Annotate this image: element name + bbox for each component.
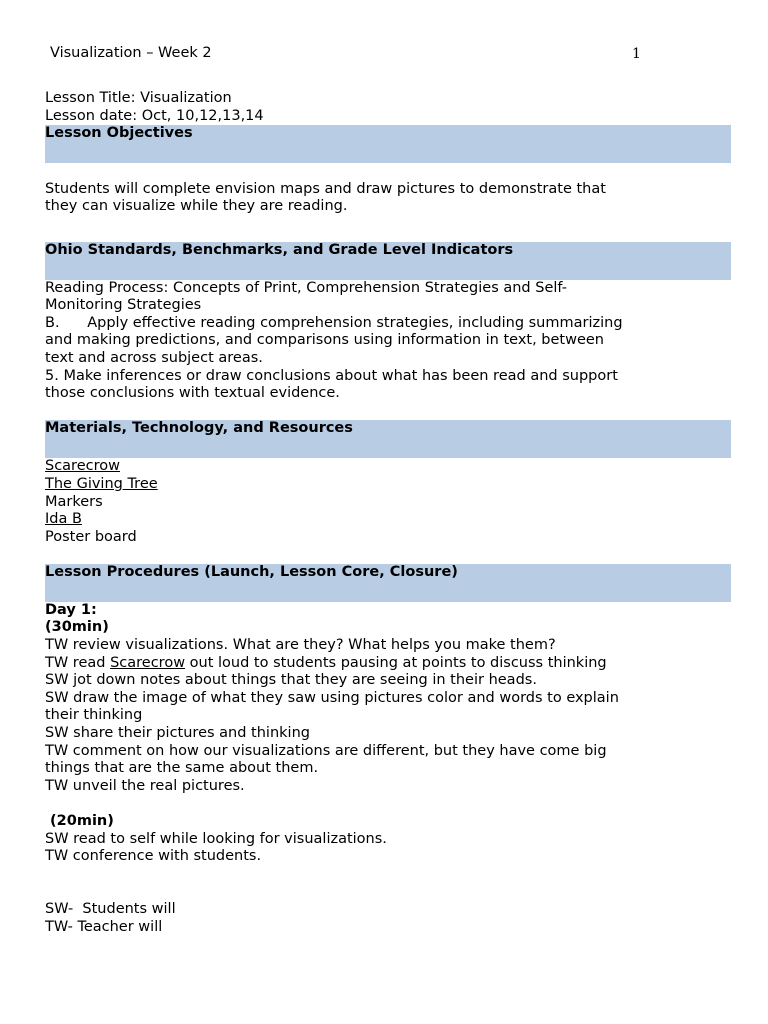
standards-line: Monitoring Strategies: [45, 297, 202, 314]
procedure-line: SW draw the image of what they saw using pictures color and words to explain: [45, 689, 619, 706]
block1-time: (30min): [45, 619, 109, 636]
objectives-line: Students will complete envision maps and draw pictures to demonstrate that: [45, 180, 606, 197]
procedure-line: SW share their pictures and thinking: [45, 725, 310, 742]
procedure-line: TW unveil the real pictures.: [45, 777, 245, 794]
procedure-line: [45, 655, 735, 673]
standards-line: those conclusions with textual evidence.: [45, 385, 340, 402]
material-markers: Markers: [45, 493, 103, 510]
material-book-giving-tree: The Giving Tree: [45, 475, 158, 492]
standards-line: Reading Process: Concepts of Print, Comprehension Strategies and Self-: [45, 279, 567, 296]
procedure-line: SW read to self while looking for visualizations.: [45, 830, 387, 847]
header-title: Visualization – Week 2: [50, 45, 212, 61]
key-line: TW- Teacher will: [45, 918, 163, 935]
procedure-line: SW jot down notes about things that they are seeing in their heads.: [45, 672, 537, 689]
book-title-scarecrow: Scarecrow: [110, 654, 186, 671]
day-label: Day 1:: [45, 601, 97, 618]
standards-line: B. Apply effective reading comprehension strategies, including summarizing: [45, 314, 623, 331]
lesson-date: Lesson date: Oct, 10,12,13,14: [45, 107, 264, 124]
materials-heading: Materials, Technology, and Resources: [45, 420, 731, 458]
procedure-line: things that are the same about them.: [45, 760, 319, 777]
procedure-line: TW comment on how our visualizations are different, but they have come big: [45, 742, 607, 759]
standards-line: and making predictions, and comparisons using information in text, between: [45, 332, 605, 349]
standards-line: text and across subject areas.: [45, 349, 263, 366]
standards-heading: Ohio Standards, Benchmarks, and Grade Level Indicators: [45, 242, 731, 280]
procedure-line: TW review visualizations. What are they? What helps you make them?: [45, 637, 556, 654]
procedure-line: TW conference with students.: [45, 848, 262, 865]
objectives-line: they can visualize while they are reading.: [45, 198, 348, 215]
procedure-line: their thinking: [45, 707, 143, 724]
standards-line: 5. Make inferences or draw conclusions about what has been read and support: [45, 367, 618, 384]
key-line: SW- Students will: [45, 900, 176, 917]
document-body: [45, 90, 735, 936]
page-number: 1: [632, 46, 641, 62]
block2-time: (20min): [45, 813, 114, 829]
lesson-title: Lesson Title: Visualization: [45, 90, 232, 106]
procedure-text: TW read: [45, 654, 111, 671]
material-book-ida-b: Ida B: [45, 511, 82, 528]
objectives-heading: Lesson Objectives: [45, 125, 731, 163]
material-book-scarecrow: Scarecrow: [45, 458, 120, 475]
procedures-heading: Lesson Procedures (Launch, Lesson Core, Closure): [45, 564, 731, 602]
material-poster-board: Poster board: [45, 528, 137, 545]
procedure-text: out loud to students pausing at points to discuss thinking: [185, 654, 607, 671]
